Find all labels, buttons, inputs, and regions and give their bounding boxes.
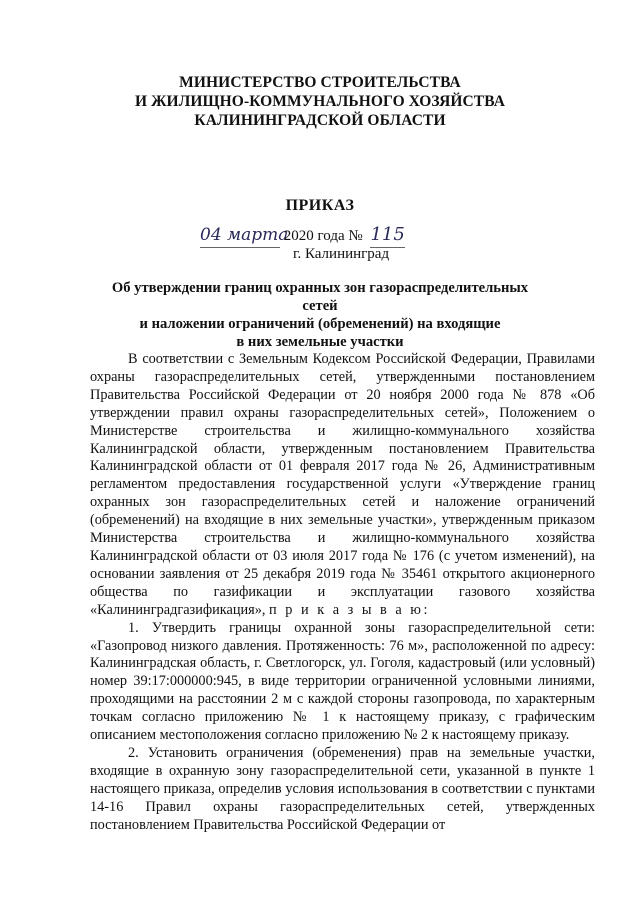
item-1-paragraph: 1. Утвердить границы охранной зоны газораспределительной сети: «Газопровод низкого давления. Протяженность: 76 м», расположенной по адресу: Калининградская область, г. Светлогорск, ул. Гоголя, кадастровый (или условный) номер 39:17:000000:945, в виде территории ограниченной условными линиями, проходящими на расстоянии 2 м с каждой стороны газопровода, по характерным точкам согласно приложению № 1 к настоящему приказу, с графическим описанием местоположения согласно приложению № 2 к настоящему приказу. — [90, 619, 595, 744]
item-2-paragraph: 2. Установить ограничения (обременения) прав на земельные участки, входящие в охранную зону газораспределительной сети, указанной в пункте 1 настоящего приказа, определив условия использования в соответствии с пунктами 14-16 Правил охраны газораспределительных сетей, утвержденных постановлением Правительства Российской Федерации от — [90, 744, 595, 833]
order-subject — [95, 279, 545, 351]
preamble-paragraph — [90, 351, 595, 620]
order-subject-line-1: Об утверждении границ охранных зон газораспределительных сетей — [111, 280, 529, 314]
order-subject-line-2: и наложении ограничений (обременений) на входящие — [139, 316, 501, 332]
ministry-header-line-2: И ЖИЛИЩНО-КОММУНАЛЬНОГО ХОЗЯЙСТВА — [134, 93, 506, 110]
handwritten-date: 04 марта — [200, 223, 280, 248]
ministry-header — [90, 73, 550, 130]
ministry-header-line-1: МИНИСТЕРСТВО СТРОИТЕЛЬСТВА — [179, 74, 461, 91]
order-city: г. Калининград — [293, 246, 390, 262]
order-date-line — [200, 223, 405, 247]
order-subject-line-3: в них земельные участки — [236, 334, 404, 350]
order-year-text: 2020 года № — [283, 228, 363, 244]
ministry-header-line-3: КАЛИНИНГРАДСКОЙ ОБЛАСТИ — [194, 112, 446, 129]
order-title: ПРИКАЗ — [285, 197, 355, 214]
handwritten-order-number: 115 — [370, 223, 404, 248]
order-body — [90, 351, 595, 834]
preamble-text: В соответствии с Земельным Кодексом Российской Федерации, Правилами охраны газораспределительных сетей, утвержденными постановлением Правительства Российской Федерации от 20 ноября 2000 года № 878 «Об утверждении правил охраны газораспределительных сетей», Положением о Министерстве строительства и жилищно-коммунального хозяйства Калининградской области, утвержденным постановлением Правительства Калининградской области от 01 февраля 2017 года № 26, Административным регламентом предоставления государственной услуги «Утверждение границ охранных зон газораспределительных сетей и наложение ограничений (обременений) на входящие в них земельные участки», утвержденным приказом Министерства строительства и жилищно-коммунального хозяйства Калининградской области от 03 июля 2017 года № 176 (с учетом изменений), на основании заявления от 25 декабря 2019 года № 35461 открытого акционерного общества по газификации и эксплуатации газового хозяйства «Калининградгазификация», — [90, 351, 595, 618]
command-word: п р и к а з ы в а ю: — [269, 601, 430, 618]
